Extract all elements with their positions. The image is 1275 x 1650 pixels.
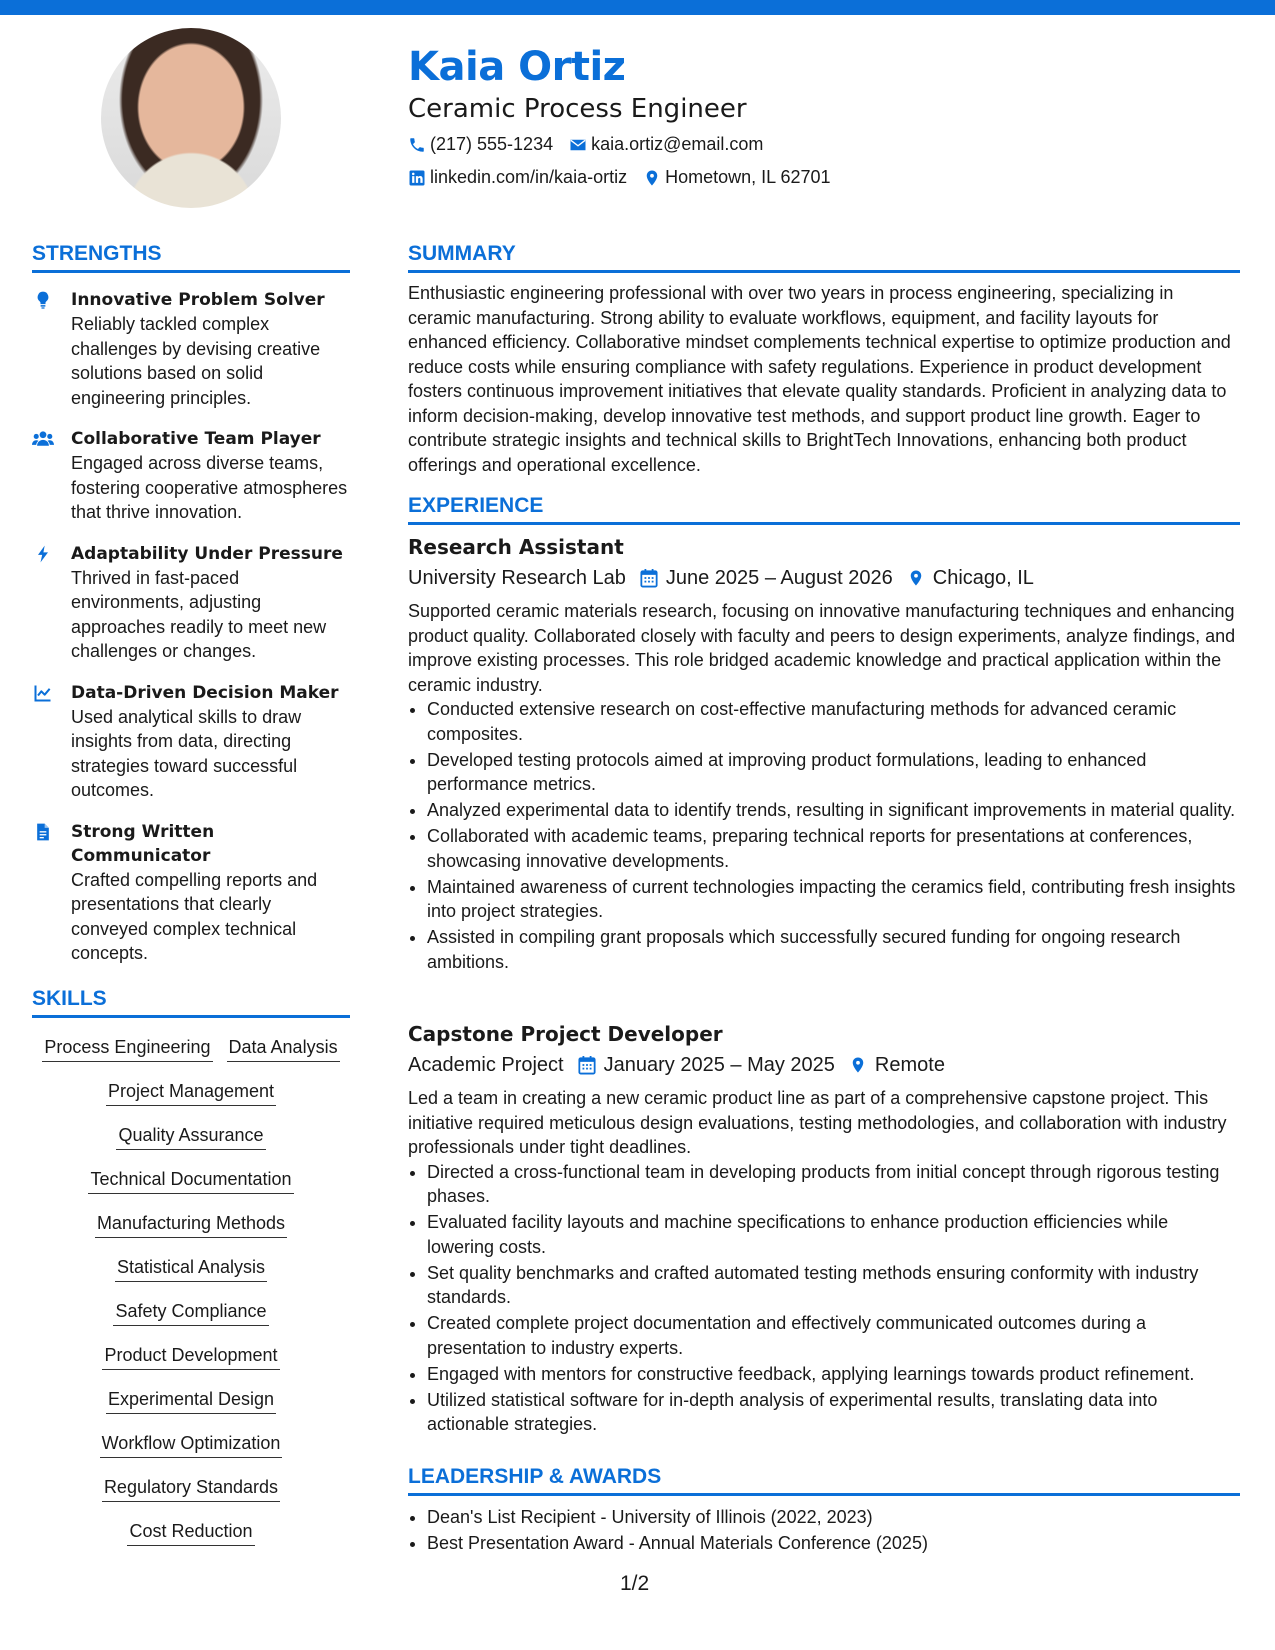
skills-list — [32, 1035, 350, 1563]
job-description: Led a team in creating a new ceramic product line as part of a comprehensive capstone project. This initiative required meticulous design evaluations, testing methodologies, and collaboration with industry professionals under tight deadlines. — [408, 1088, 1227, 1157]
skills-heading: SKILLS — [32, 987, 350, 1018]
strength-desc: Engaged across diverse teams, fostering cooperative atmospheres that thrive innovation. — [71, 453, 348, 522]
job-bullet: • Developed testing protocols aimed at improving product formulations, leading to enhanced performance metrics. — [427, 748, 1240, 797]
document-icon — [32, 822, 54, 842]
job-bullets — [408, 1160, 1240, 1437]
candidate-name: Kaia Ortiz — [408, 44, 626, 90]
job-role: Research Assistant — [408, 535, 624, 559]
job-bullet: • Maintained awareness of current technologies impacting the ceramics field, contributing fresh insights into project strategies. — [427, 875, 1240, 924]
skill-tag: Product Development — [102, 1343, 279, 1370]
contact-email[interactable] — [569, 134, 763, 155]
strength-item — [32, 681, 350, 803]
top-accent-bar — [0, 0, 1275, 15]
map-pin-icon — [907, 568, 925, 588]
contact-row-2 — [408, 167, 847, 188]
candidate-title: Ceramic Process Engineer — [408, 94, 747, 124]
profile-photo — [101, 28, 281, 208]
job-location: Remote — [874, 1054, 945, 1076]
contact-linkedin[interactable] — [408, 167, 627, 188]
strength-desc: Thrived in fast-paced environments, adjusting approaches readily to meet new challenges or changes. — [71, 567, 327, 661]
job-meta — [408, 1050, 1240, 1080]
skill-tag: Process Engineering — [42, 1035, 212, 1062]
skill-tag: Statistical Analysis — [115, 1255, 267, 1282]
job-bullet: • Analyzed experimental data to identify trends, resulting in significant improvements in material quality. — [427, 798, 1240, 823]
leadership-section — [408, 1505, 1240, 1557]
skill-tag: Quality Assurance — [116, 1123, 265, 1150]
job-bullet: • Assisted in compiling grant proposals which successfully secured funding for ongoing research ambitions. — [427, 925, 1240, 974]
job-bullet: • Directed a cross-functional team in developing products from initial concept through rigorous testing phases. — [427, 1160, 1240, 1209]
strength-desc: Reliably tackled complex challenges by devising creative solutions based on solid engineering principles. — [71, 314, 321, 408]
users-icon — [32, 429, 54, 449]
calendar-icon — [640, 568, 658, 588]
chart-line-icon — [32, 683, 54, 703]
skill-tag: Project Management — [106, 1079, 276, 1106]
lightbulb-icon — [32, 290, 54, 310]
strength-item — [32, 542, 350, 664]
strength-title: Strong Written Communicator — [71, 821, 215, 866]
summary-text: Enthusiastic engineering professional with over two years in process engineering, specializing in ceramic manufacturing. Strong ability to evaluate workflows, equipment, and facility layouts for enhanced efficiency. Collaborative mindset complements technical expertise to optimize production and reduce costs while ensuring compliance with safety regulations. Experience in product development fosters continuous improvement initiatives that elevate quality standards. Proficient in analyzing data to inform decision-making, develop innovative test methods, and support product line growth. Eager to contribute strategic insights and technical skills to BrightTech Innovations, enhancing both product offerings and operational excellence. — [408, 283, 1231, 475]
skill-tag: Experimental Design — [106, 1387, 276, 1414]
calendar-icon — [578, 1055, 596, 1075]
skill-tag: Regulatory Standards — [102, 1475, 280, 1502]
job-bullet: • Utilized statistical software for in-depth analysis of experimental results, translating data into actionable strategies. — [427, 1388, 1240, 1437]
award-item: • Best Presentation Award - Annual Materials Conference (2025) — [427, 1531, 1240, 1556]
linkedin-icon — [408, 169, 426, 187]
job-bullet: • Created complete project documentation and effectively communicated outcomes during a presentation to industry experts. — [427, 1311, 1240, 1360]
job-role: Capstone Project Developer — [408, 1022, 723, 1046]
job-bullet: • Conducted extensive research on cost-effective manufacturing methods for advanced ceramic composites. — [427, 697, 1240, 746]
job-meta — [408, 563, 1240, 593]
job-research-assistant — [408, 533, 1240, 976]
strength-title: Innovative Problem Solver — [71, 290, 325, 310]
job-capstone — [408, 1020, 1240, 1438]
contact-location — [643, 167, 830, 188]
strength-item — [32, 288, 350, 410]
skill-tag: Workflow Optimization — [100, 1431, 283, 1458]
job-description: Supported ceramic materials research, focusing on innovative manufacturing techniques and enhancing product quality. Collaborated closely with faculty and peers to design experiments, analyze findings, and improve existing processes. This role bridged academic knowledge and practical application within the ceramic industry. — [408, 601, 1236, 695]
page-number: 1/2 — [620, 1572, 650, 1595]
job-dates: January 2025 – May 2025 — [603, 1054, 835, 1076]
strength-title: Adaptability Under Pressure — [71, 543, 343, 564]
skill-tag: Cost Reduction — [127, 1519, 254, 1546]
strength-desc: Crafted compelling reports and presentations that clearly conveyed complex technical concepts. — [71, 869, 318, 963]
skill-tag: Manufacturing Methods — [95, 1211, 287, 1238]
strengths-heading: STRENGTHS — [32, 242, 350, 273]
leadership-heading: LEADERSHIP & AWARDS — [408, 1465, 1240, 1496]
phone-icon — [408, 136, 426, 154]
map-pin-icon — [643, 169, 661, 187]
job-dates: June 2025 – August 2026 — [665, 567, 893, 589]
job-bullet: • Collaborated with academic teams, preparing technical reports for presentations at conferences, showcasing innovative developments. — [427, 824, 1240, 873]
leadership-list — [408, 1505, 1240, 1556]
summary-heading: SUMMARY — [408, 242, 1240, 273]
strength-item — [32, 427, 350, 525]
strength-title: Data-Driven Decision Maker — [71, 682, 339, 703]
job-bullet: • Engaged with mentors for constructive feedback, applying learnings towards product refinement. — [427, 1362, 1240, 1387]
experience-heading: EXPERIENCE — [408, 494, 1240, 525]
job-bullet: • Set quality benchmarks and crafted automated testing methods ensuring conformity with industry standards. — [427, 1261, 1240, 1310]
job-bullets — [408, 697, 1240, 974]
contact-row-1 — [408, 134, 779, 155]
linkedin-text: linkedin.com/in/kaia-ortiz — [430, 167, 628, 187]
contact-phone[interactable] — [408, 134, 553, 155]
strength-desc: Used analytical skills to draw insights from data, directing strategies toward successful outcomes. — [71, 706, 302, 800]
summary-section — [408, 281, 1240, 477]
email-text: kaia.ortiz@email.com — [591, 134, 764, 154]
job-location: Chicago, IL — [932, 567, 1034, 589]
award-item: • Dean's List Recipient - University of Illinois (2022, 2023) — [427, 1505, 1240, 1530]
location-text: Hometown, IL 62701 — [665, 167, 831, 187]
map-pin-icon — [849, 1055, 867, 1075]
job-org: Academic Project — [408, 1054, 564, 1076]
strengths-list — [32, 288, 350, 983]
skill-tag: Technical Documentation — [88, 1167, 293, 1194]
skill-tag: Safety Compliance — [113, 1299, 268, 1326]
skill-tag: Data Analysis — [227, 1035, 340, 1062]
strength-item — [32, 820, 350, 966]
job-bullet: • Evaluated facility layouts and machine specifications to enhance production efficiencies while lowering costs. — [427, 1210, 1240, 1259]
phone-text: (217) 555-1234 — [430, 134, 554, 154]
bolt-icon — [32, 544, 54, 564]
email-icon — [569, 136, 587, 154]
strength-title: Collaborative Team Player — [71, 429, 321, 449]
job-org: University Research Lab — [408, 567, 626, 589]
